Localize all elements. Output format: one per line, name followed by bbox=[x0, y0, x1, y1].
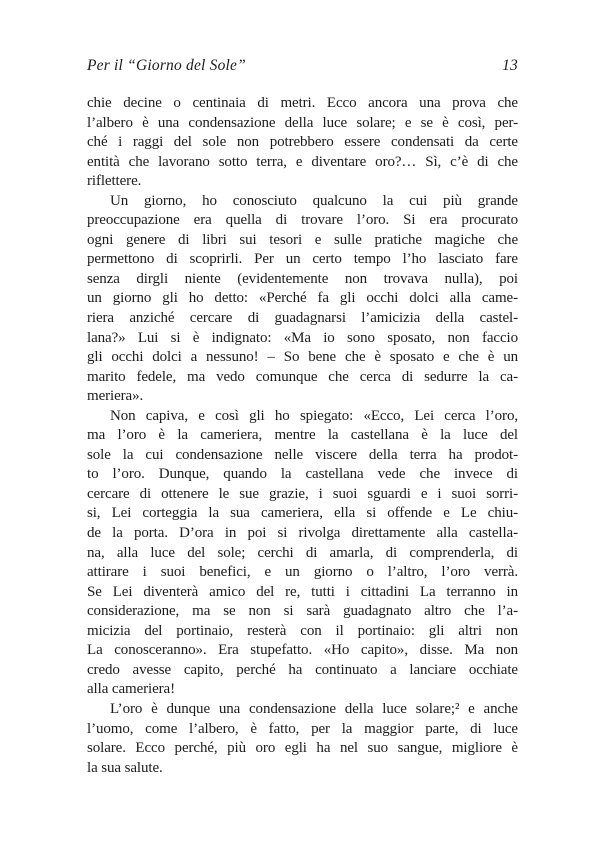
text-line: preoccupazione era quella di trovare l’oro. Si era procurato bbox=[87, 212, 518, 229]
text-line: lana?» Lui si è indignato: «Ma io sono sposato, non faccio bbox=[87, 329, 518, 346]
text-line: l’uomo, come l’albero, è fatto, per la maggior parte, di luce bbox=[87, 720, 518, 737]
text-line: chie decine o centinaia di metri. Ecco ancora una prova che bbox=[87, 95, 518, 111]
page-number: 13 bbox=[502, 57, 518, 74]
text-line: de la porta. D’ora in poi si rivolga direttamente alla castella- bbox=[87, 525, 518, 542]
text-line: gli occhi dolci a nessuno! – So bene che è sposato e che è un bbox=[87, 349, 518, 366]
text-line: Se Lei diventerà amico del re, tutti i cittadini La terranno in bbox=[87, 583, 518, 600]
text-line: permettono di scoprirli. Per un certo tempo l’ho lasciato fare bbox=[87, 251, 518, 268]
page-body bbox=[87, 94, 518, 778]
text-line: un giorno gli ho detto: «Perché fa gli occhi dolci alla came- bbox=[87, 290, 518, 307]
text-line: cercare di ottenere le sue grazie, i suoi sguardi e i suoi sorri- bbox=[87, 485, 518, 502]
text-line: alla cameriera! bbox=[87, 681, 176, 698]
text-line: ogni genere di libri sui tesori e sulle pratiche magiche che bbox=[87, 231, 518, 248]
text-line: marito fedele, ma vedo comunque che cerca di sedurre la ca- bbox=[87, 368, 518, 385]
text-line: to l’oro. Dunque, quando la castellana vede che invece di bbox=[87, 466, 518, 483]
text-line: credo avesse capito, perché ha continuato a lanciare occhiate bbox=[87, 661, 518, 678]
text-line: considerazione, ma se non si sarà guadagnato altro che l’a- bbox=[87, 603, 518, 620]
text-line: ché i raggi del sole non potrebbero essere condensati da certe bbox=[87, 134, 518, 151]
text-line: Non capiva, e così gli ho spiegato: «Ecco, Lei cerca l’oro, bbox=[110, 407, 518, 424]
text-line: riflettere. bbox=[87, 173, 142, 190]
text-line: ma l’oro è la cameriera, mentre la castellana è la luce del bbox=[87, 427, 518, 444]
text-line: sole la cui condensazione nelle viscere della terra ha prodot- bbox=[87, 446, 518, 463]
text-line: attirare i suoi benefici, e un giorno o l’altro, l’oro verrà. bbox=[87, 564, 518, 581]
text-line: na, alla luce del sole; cerchi di amarla, di comprenderla, di bbox=[87, 544, 518, 561]
text-line: entità che lavorano sotto terra, e diventare oro?… Sì, c’è di che bbox=[87, 153, 518, 170]
text-line: si, Lei corteggia la sua cameriera, ella si offende e Le chiu- bbox=[87, 505, 518, 522]
text-line: senza dirgli niente (evidentemente non trovava nulla), poi bbox=[87, 270, 518, 287]
running-header-title: Per il “Giorno del Sole” bbox=[87, 57, 246, 74]
text-line: La conosceranno». Era stupefatto. «Ho capito», disse. Ma non bbox=[87, 642, 518, 659]
text-line: meriera». bbox=[87, 388, 144, 405]
text-line: solare. Ecco perché, più oro egli ha nel suo sangue, migliore è bbox=[87, 740, 518, 757]
text-line: l’albero è una condensazione della luce solare; e se è così, per- bbox=[87, 114, 518, 131]
text-line: Un giorno, ho conosciuto qualcuno la cui più grande bbox=[110, 192, 518, 209]
running-header bbox=[87, 57, 518, 75]
text-line: riera anziché cercare di guadagnarsi l’amicizia della castel- bbox=[87, 310, 518, 327]
text-line: L’oro è dunque una condensazione della luce solare;² e anche bbox=[110, 700, 518, 717]
text-line: la sua salute. bbox=[87, 759, 163, 776]
text-line: micizia del portinaio, resterà con il portinaio: gli altri non bbox=[87, 622, 518, 639]
